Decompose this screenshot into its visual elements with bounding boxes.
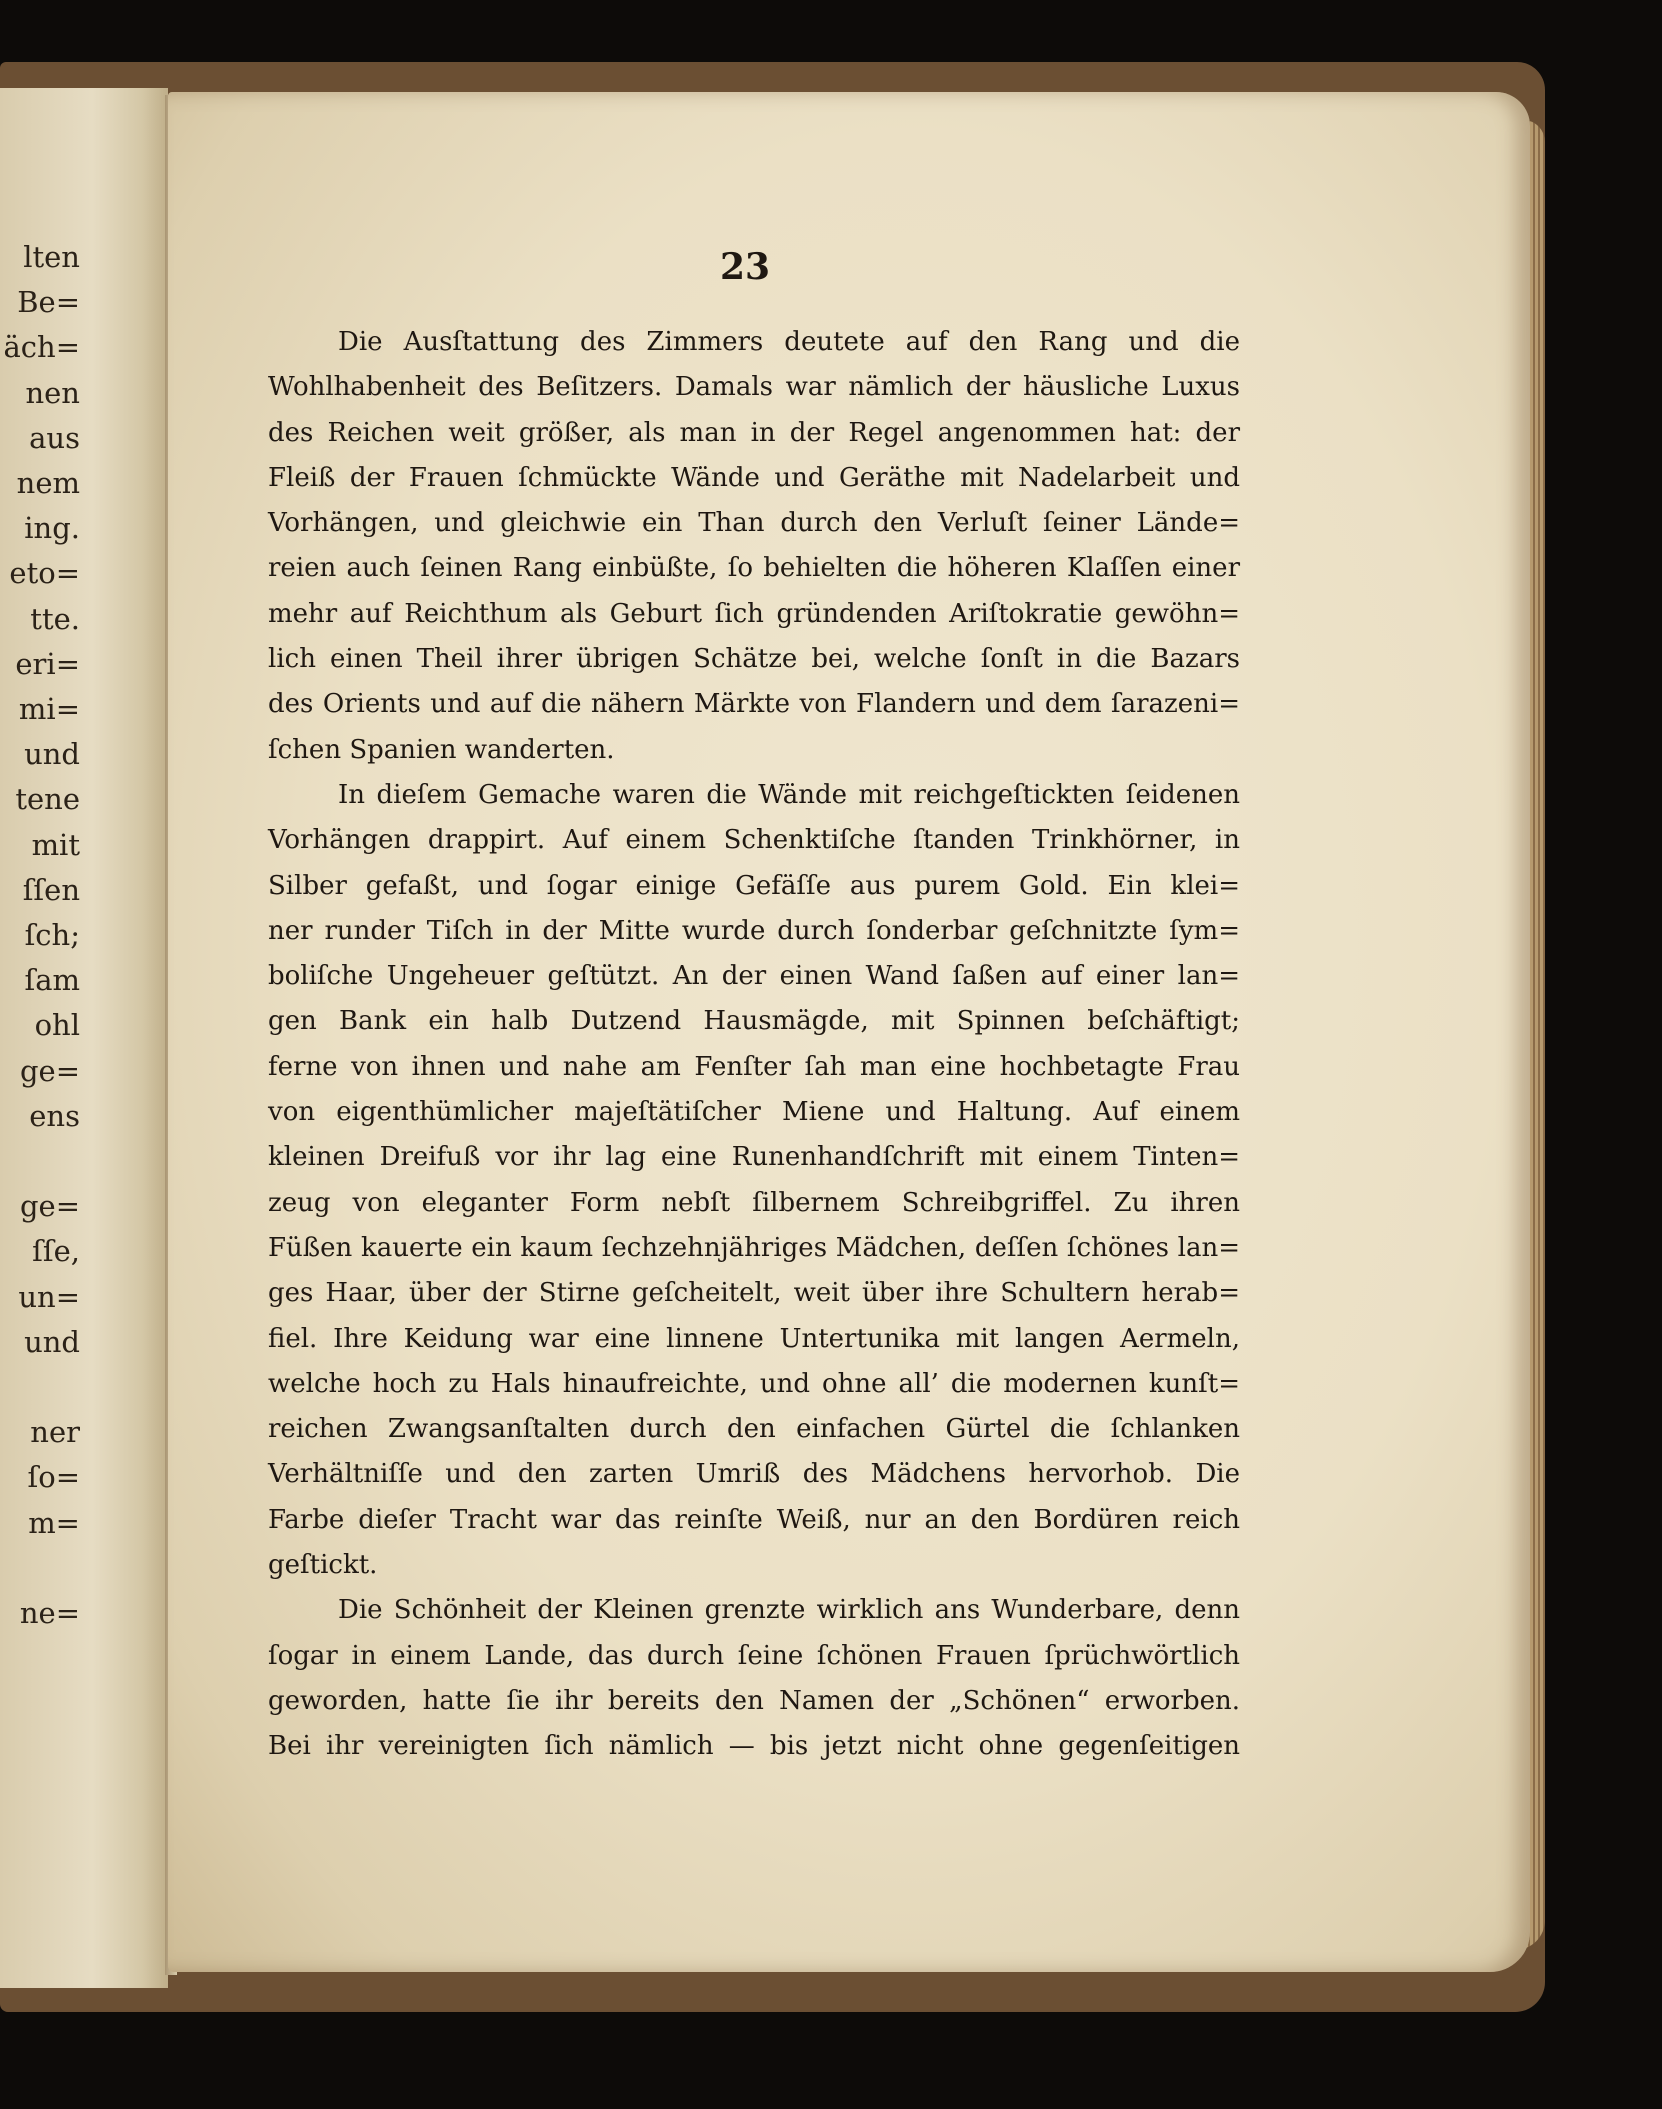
text-line: ferne von ihnen und nahe am Fenſter ſah man eine hochbetagte Frau [268, 1051, 1240, 1082]
text-line: In dieſem Gemache waren die Wände mit reichgeſtickten ſeidenen [338, 779, 1240, 810]
page-number: 23 [719, 246, 771, 288]
text-line: geworden, hatte ſie ihr bereits den Namen der „Schönen“ erworben. [268, 1685, 1240, 1716]
text-line: Bei ihr vereinigten ſich nämlich — bis jetzt nicht ohne gegenſeitigen [268, 1731, 1240, 1762]
left-page-fragment: nem [16, 466, 80, 500]
left-page-fragment: ner [30, 1415, 80, 1450]
left-page-fragment: eri= [15, 646, 80, 681]
text-line: ſchen Spanien wanderten. [268, 734, 615, 765]
text-line: Farbe dieſer Tracht war das reinſte Weiß, nur an den Bordüren reich [268, 1504, 1240, 1535]
left-page-fragment: mit [31, 827, 80, 862]
left-page-fragment: Be= [17, 285, 80, 320]
text-line: fiel. Ihre Keidung war eine linnene Untertunika mit langen Aermeln, [268, 1323, 1240, 1354]
text-line: Die Schönheit der Kleinen grenzte wirklich ans Wunderbare, denn [338, 1595, 1240, 1626]
text-line: welche hoch zu Hals hinaufreichte, und ohne all’ die modernen kunſt= [268, 1368, 1240, 1399]
text-line: ner runder Tiſch in der Mitte wurde durch ſonderbar geſchnitzte ſym= [268, 915, 1240, 946]
left-page-fragment: ens [29, 1098, 80, 1133]
text-line: Fleiß der Frauen ſchmückte Wände und Geräthe mit Nadelarbeit und [268, 462, 1240, 493]
text-line: reien auch ſeinen Rang einbüßte, ſo behielten die höheren Klaſſen einer [268, 553, 1240, 584]
text-line: ges Haar, über der Stirne geſcheitelt, weit über ihre Schultern herab= [268, 1278, 1240, 1309]
text-line: des Orients und auf die nähern Märkte von Flandern und dem ſarazeni= [268, 689, 1240, 720]
body-text [268, 320, 1240, 1770]
left-page-fragment: lten [23, 240, 80, 274]
left-page-fragment: ne= [19, 1596, 80, 1630]
left-page-fragment: und [24, 737, 80, 772]
left-page-fragment: m= [28, 1505, 80, 1540]
text-line: von eigenthümlicher majeſtätiſcher Miene und Haltung. Auf einem [268, 1097, 1240, 1128]
left-page-fragment: eto= [9, 556, 80, 591]
text-line: gen Bank ein halb Dutzend Hausmägde, mit Spinnen beſchäftigt; [268, 1006, 1240, 1037]
left-page-fragment: ſo= [27, 1460, 80, 1495]
left-page-fragment: aus [29, 420, 80, 455]
left-page-fragment: mi= [18, 692, 80, 726]
left-page-fragment: ing. [24, 511, 80, 546]
left-page-fragment: ſſen [22, 872, 80, 907]
text-line: mehr auf Reichthum als Geburt ſich gründenden Ariſtokratie gewöhn= [268, 598, 1240, 629]
left-page-fragment: ge= [19, 1053, 80, 1088]
text-line: reichen Zwangsanſtalten durch den einfachen Gürtel die ſchlanken [268, 1414, 1240, 1445]
left-page-fragment: un= [18, 1279, 80, 1314]
text-line: ſogar in einem Lande, das durch ſeine ſchönen Frauen ſprüchwörtlich [268, 1640, 1240, 1671]
left-page-margin [0, 88, 168, 1988]
text-line: Vorhängen drappirt. Auf einem Schenktiſche ſtanden Trinkhörner, in [268, 825, 1240, 856]
left-page-fragment: äch= [3, 330, 80, 365]
text-line: boliſche Ungeheuer geſtützt. An der einen Wand ſaßen auf einer lan= [268, 961, 1240, 992]
left-page-fragment: und [24, 1324, 80, 1359]
text-line: Die Ausſtattung des Zimmers deutete auf den Rang und die [338, 327, 1240, 357]
left-page-fragment: ſch; [24, 918, 80, 952]
text-line: lich einen Theil ihrer übrigen Schätze bei, welche ſonſt in die Bazars [268, 644, 1240, 675]
left-page-fragment: ſam [24, 963, 80, 998]
text-line: Füßen kauerte ein kaum ſechzehnjähriges Mädchen, deſſen ſchönes lan= [268, 1232, 1240, 1263]
text-line: Vorhängen, und gleichwie ein Than durch den Verluſt ſeiner Lände= [268, 508, 1240, 539]
left-page-fragment: ge= [19, 1189, 80, 1224]
left-page-fragment: nen [25, 375, 80, 410]
text-line: Wohlhabenheit des Beſitzers. Damals war nämlich der häusliche Luxus [268, 372, 1240, 403]
text-line: zeug von eleganter Form nebſt ſilbernem Schreibgriffel. Zu ihren [268, 1187, 1240, 1218]
left-page-fragment: tene [15, 782, 80, 817]
left-page-fragment: ohl [34, 1008, 80, 1043]
text-line: kleinen Dreifuß vor ihr lag eine Runenhandſchrift mit einem Tinten= [268, 1142, 1240, 1173]
text-line: Silber gefaßt, und ſogar einige Gefäſſe aus purem Gold. Ein klei= [268, 870, 1240, 901]
text-line: Verhältniſſe und den zarten Umriß des Mädchens hervorhob. Die [268, 1459, 1240, 1490]
left-page-fragment: ſſe, [32, 1234, 80, 1269]
text-line: des Reichen weit größer, als man in der Regel angenommen hat: der [268, 417, 1240, 448]
left-page-fragment: tte. [30, 601, 80, 636]
text-line: geſtickt. [268, 1550, 378, 1581]
